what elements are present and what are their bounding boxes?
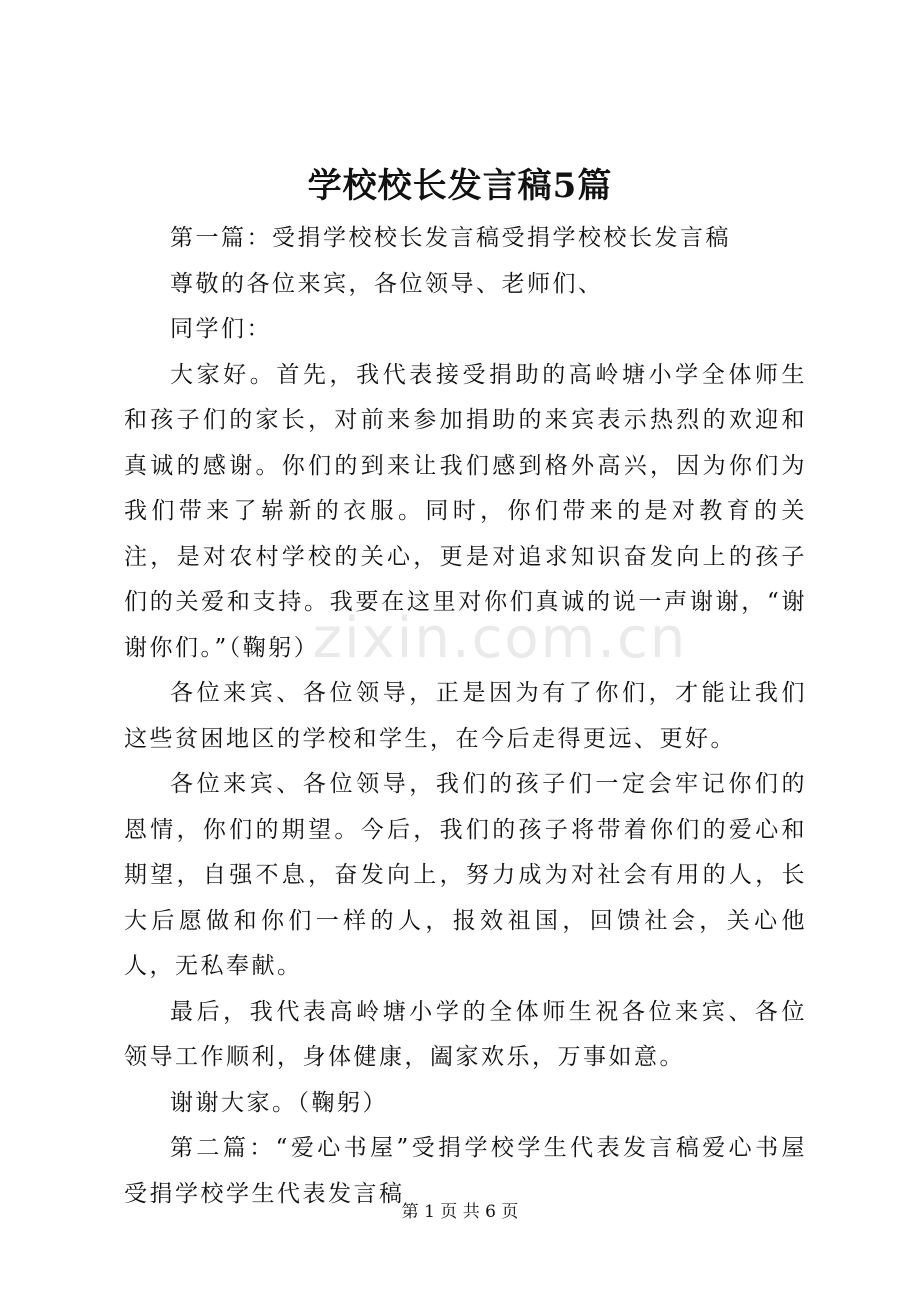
paragraph-3: 同学们： — [170, 316, 272, 342]
paragraph-6: 各位来宾、各位领导，我们的孩子们一定会牢记你们的恩情，你们的期望。今后，我们的孩子将带着你们的爱心和期望，自强不息，奋发向上，努力成为对社会有用的人，长大后愿做和你们一样的人，报效祖国，回馈社会，关心他人，无私奉献。 — [124, 771, 807, 979]
paragraph-5: 各位来宾、各位领导，正是因为有了你们，才能让我们这些贫困地区的学校和学生，在今后走得更远、更好。 — [124, 680, 807, 752]
paragraph-8: 谢谢大家。（鞠躬） — [170, 1089, 388, 1116]
paragraph-2: 尊敬的各位来宾，各位领导、老师们、 — [170, 270, 604, 297]
document-title: 学校校长发言稿5篇 — [307, 166, 613, 206]
paragraph-1: 第一篇：受捐学校校长发言稿受捐学校校长发言稿 — [170, 225, 731, 251]
paragraph-4: 大家好。首先，我代表接受捐助的高岭塘小学全体师生和孩子们的家长，对前来参加捐助的来宾表示热烈的欢迎和真诚的感谢。你们的到来让我们感到格外高兴，因为你们为我们带来了崭新的衣服。同时，你们带来的是对教育的关注，是对农村学校的关心，更是对追求知识奋发向上的孩子们的关爱和支持。我要在这里对你们真诚的说一声谢谢，“谢谢你们。”（鞠躬） — [124, 361, 807, 661]
paragraph-9: 第二篇：“爱心书屋”受捐学校学生代表发言稿爱心书屋受捐学校学生代表发言稿 — [124, 1135, 807, 1207]
watermark: zixin.com.cn — [312, 606, 688, 671]
document-body — [124, 216, 807, 1217]
page-footer: 第 1 页 共 6 页 — [401, 1202, 519, 1222]
paragraph-7: 最后，我代表高岭塘小学的全体师生祝各位来宾、各位领导工作顺利，身体健康，阖家欢乐，万事如意。 — [124, 998, 807, 1070]
